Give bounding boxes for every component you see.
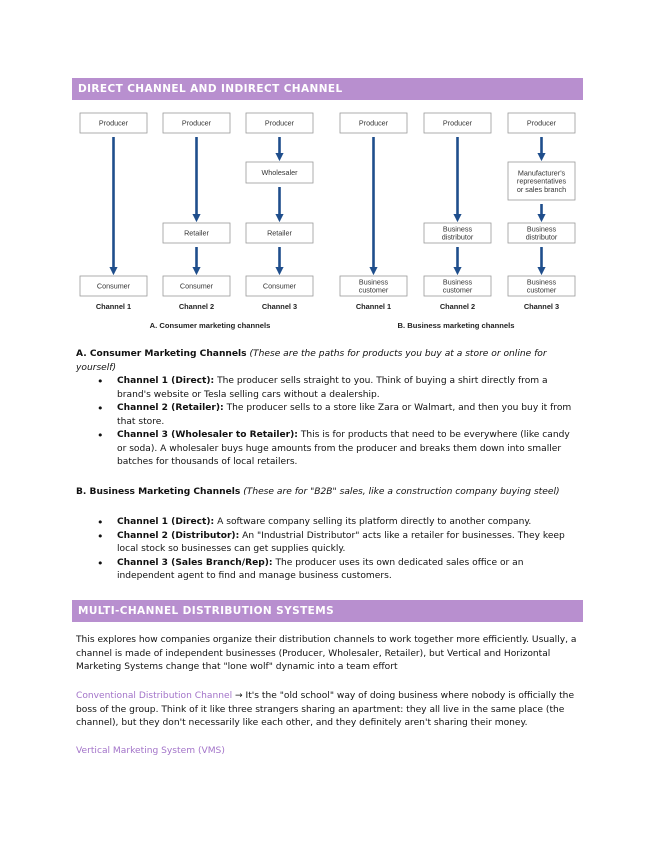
list-item: • Channel 3 (Sales Branch/Rep): The producer uses its own dedicated sales office or an independent agent to find and manage business customers. <box>97 557 577 584</box>
channel-box <box>340 113 407 133</box>
channel-box <box>163 276 230 296</box>
conventional-paragraph <box>76 690 581 731</box>
channel-box-label: Retailer <box>267 228 292 238</box>
channel-box-label: Consumer <box>96 281 131 291</box>
channel-label: Channel 2 <box>439 302 476 311</box>
business-caption: B. Business marketing channels <box>397 321 515 330</box>
channel-box-label: Consumer <box>179 281 214 291</box>
section-header-direct-indirect: DIRECT CHANNEL AND INDIRECT CHANNEL <box>72 78 583 100</box>
channel-box <box>508 113 575 133</box>
channel-box <box>163 113 230 133</box>
vms-term: Vertical Marketing System (VMS) <box>76 746 225 756</box>
channel-label: Channel 1 <box>355 302 392 311</box>
consumer-heading-note: (These are the paths for products you buy at a store or online for yourself) <box>76 349 547 373</box>
business-heading-line <box>76 486 581 500</box>
channel-label: Channel 3 <box>523 302 560 311</box>
arrow-icon: → <box>235 691 243 701</box>
channel-box <box>508 162 575 200</box>
channel-box-label: Business customer <box>526 277 557 295</box>
list-item: • Channel 1 (Direct): The producer sells straight to you. Think of buying a shirt directly from a brand's website or Tesla selling cars without a dealership. <box>97 375 577 402</box>
channel-box <box>246 113 313 133</box>
channel-box <box>340 276 407 296</box>
business-channel-list <box>97 516 577 584</box>
multi-channel-intro: This explores how companies organize their distribution channels to work together more efficiently. Usually, a channel is made of independent businesses (Producer, Wholesaler, Retailer), but Vertical and Horizontal Marketing Systems change that "lone wolf" dynamic into a team effort <box>76 635 577 672</box>
channel-box <box>80 276 147 296</box>
section-header-multi-channel: MULTI-CHANNEL DISTRIBUTION SYSTEMS <box>72 600 583 622</box>
list-item: • Channel 2 (Distributor): An "Industrial Distributor" acts like a retailer for businesses. They keep local stock so businesses can get supplies quickly. <box>97 530 577 557</box>
channel-box-label: Producer <box>358 118 389 128</box>
channel-box-label: Business customer <box>358 277 389 295</box>
channel-box-label: Wholesaler <box>261 168 298 178</box>
channel-box-label: Business distributor <box>441 224 474 242</box>
channel-box <box>246 162 313 183</box>
business-heading: B. Business Marketing Channels <box>76 487 241 497</box>
channel-box <box>163 223 230 243</box>
channel-box-label: Manufacturer's representatives or sales branch <box>516 168 567 194</box>
list-item: • Channel 2 (Retailer): The producer sells to a store like Zara or Walmart, and then you buy it from that store. <box>97 402 577 429</box>
channel-box-label: Producer <box>526 118 557 128</box>
consumer-heading: A. Consumer Marketing Channels <box>76 349 247 359</box>
list-item: • Channel 1 (Direct): A software company selling its platform directly to another company. <box>97 516 577 530</box>
channel-box-label: Producer <box>181 118 212 128</box>
channel-box-label: Business distributor <box>525 224 558 242</box>
channel-box-label: Producer <box>98 118 129 128</box>
channel-box-label: Retailer <box>184 228 209 238</box>
channel-label: Channel 1 <box>95 302 132 311</box>
channel-box-label: Producer <box>264 118 295 128</box>
consumer-channel-list <box>97 375 577 470</box>
channel-box <box>424 223 491 243</box>
channel-box <box>508 223 575 243</box>
channel-label: Channel 2 <box>178 302 215 311</box>
channel-diagram <box>72 104 583 336</box>
business-heading-note: (These are for "B2B" sales, like a construction company buying steel) <box>243 487 560 497</box>
conventional-text: It's the "old school" way of doing business where nobody is officially the boss of the group. Think of it like three strangers sharing an apartment: they all live in the same place (the channel), but they don't necessarily like each other, and they definitely aren't sharing their money. <box>76 691 575 728</box>
channel-box-label: Producer <box>442 118 473 128</box>
channel-box <box>246 223 313 243</box>
list-item: • Channel 3 (Wholesaler to Retailer): This is for products that need to be everywhere (like candy or soda). A wholesaler buys huge amounts from the producer and breaks them down into smaller batches for thousands of local retailers. <box>97 429 577 470</box>
channel-box <box>424 276 491 296</box>
conventional-term: Conventional Distribution Channel <box>76 691 233 701</box>
channel-box-label: Business customer <box>442 277 473 295</box>
consumer-caption: A. Consumer marketing channels <box>149 321 271 330</box>
channel-box <box>246 276 313 296</box>
channel-box <box>424 113 491 133</box>
channel-box-label: Consumer <box>262 281 297 291</box>
channel-label: Channel 3 <box>261 302 298 311</box>
channel-box <box>508 276 575 296</box>
channel-box <box>80 113 147 133</box>
consumer-heading-line <box>76 348 581 375</box>
